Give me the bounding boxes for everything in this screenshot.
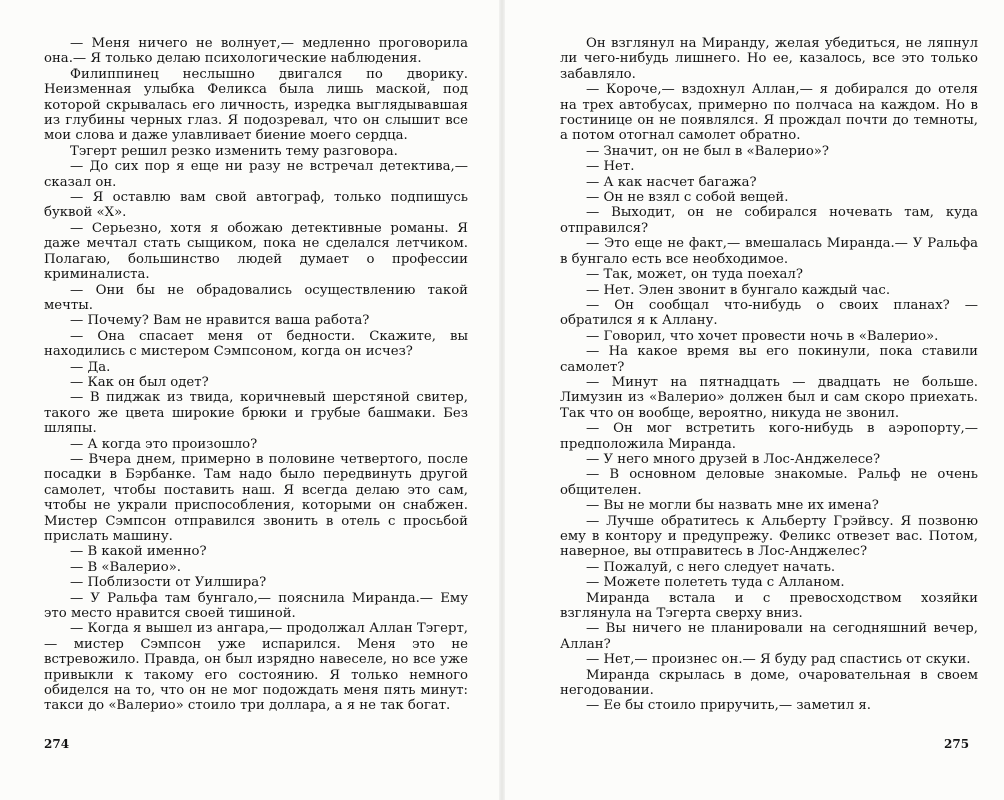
paragraph: — Вчера днем, примерно в половине четвертого, после посадки в Бэрбанке. Там надо было передвинуть другой самолет, чтобы поставить наш. Я всегда делаю это сам, чтобы не украли приспособления, которыми он снабжен. Мистер Сэмпсон отправился звонить в отель с просьбой прислать машину. <box>44 451 468 544</box>
right-page-text <box>560 36 978 714</box>
paragraph: — Да. <box>70 359 111 375</box>
paragraph: — Нет,— произнес он.— Я буду рад спастись от скуки. <box>586 652 971 668</box>
paragraph: — Поблизости от Уилшира? <box>70 575 267 591</box>
paragraph: — Пожалуй, с него следует начать. <box>586 559 836 575</box>
paragraph: — В основном деловые знакомые. Ральф не очень общителен. <box>560 467 978 498</box>
paragraph: — Я оставлю вам свой автограф, только подпишусь буквой «Х». <box>44 190 468 221</box>
paragraph: — Она спасает меня от бедности. Скажите, вы находились с мистером Сэмпсоном, когда он исчез? <box>44 328 468 360</box>
paragraph: — А как насчет багажа? <box>586 174 757 190</box>
paragraph: — Выходит, он не собирался ночевать там, куда отправился? <box>560 205 978 236</box>
paragraph: — Он сообщал что-нибудь о своих планах? — обратился я к Аллану. <box>560 297 978 329</box>
paragraph: Тэгерт решил резко изменить тему разговора. <box>70 143 398 159</box>
paragraph: — Почему? Вам не нравится ваша работа? <box>70 313 370 329</box>
paragraph: — У него много друзей в Лос-Анджелесе? <box>586 451 881 467</box>
paragraph: — Это еще не факт,— вмешалась Миранда.— У Ральфа в бунгало есть все необходимое. <box>560 236 978 267</box>
paragraph: — Так, может, он туда поехал? <box>586 267 803 283</box>
paragraph: — В пиджак из твида, коричневый шерстяной свитер, такого же цвета широкие брюки и грубые башмаки. Без шляпы. <box>44 390 468 437</box>
left-page-text <box>44 36 468 714</box>
paragraph: — Когда я вышел из ангара,— продолжал Аллан Тэгерт,— мистер Сэмпсон уже испарился. Меня это не встревожило. Правда, он был изрядно навеселе, но все уже привыкли к такому его состоянию. Я только немного обиделся на то, что он не мог подождать меня пять минут: такси до «Валерио» стоило три доллара, а я не так богат. <box>44 621 468 714</box>
right-page-number: 275 <box>944 737 970 751</box>
paragraph: — Говорил, что хочет провести ночь в «Валерио». <box>586 328 939 344</box>
paragraph: Филиппинец неслышно двигался по дворику. Неизменная улыбка Феликса была лишь маской, под которой скрывалась его личность, изредка выглядывавшая из глубины черных глаз. Я подозревал, что он слышит все мои слова и даже улавливает биение моего сердца. <box>44 66 468 144</box>
paragraph: — Они бы не обрадовались осуществлению такой мечты. <box>44 282 468 313</box>
paragraph: Он взглянул на Миранду, желая убедиться, не ляпнул ли чего-нибудь лишнего. Но ее, казалось, все это только забавляло. <box>560 36 978 82</box>
paragraph: — На какое время вы его покинули, пока ставили самолет? <box>560 344 978 375</box>
paragraph: — А когда это произошло? <box>70 436 258 452</box>
paragraph: — Вы не могли бы назвать мне их имена? <box>586 498 879 514</box>
paragraph: — Серьезно, хотя я обожаю детективные романы. Я даже мечтал стать сыщиком, пока не сделался летчиком. Полагаю, большинство людей думает о профессии криминалиста. <box>44 220 468 283</box>
paragraph: — В какой именно? <box>70 544 207 560</box>
paragraph: Миранда скрылась в доме, очаровательная в своем негодовании. <box>560 667 978 699</box>
paragraph: — В «Валерио». <box>70 559 182 575</box>
paragraph: — Ее бы стоило приручить,— заметил я. <box>586 698 871 714</box>
paragraph: Миранда встала и с превосходством хозяйки взглянула на Тэгерта сверху вниз. <box>560 590 978 622</box>
left-page-number: 274 <box>44 737 70 751</box>
paragraph: — Меня ничего не волнует,— медленно проговорила она.— Я только делаю психологические наблюдения. <box>44 36 468 67</box>
paragraph: — Нет. <box>586 159 635 175</box>
paragraph: — Он не взял с собой вещей. <box>586 190 789 206</box>
paragraph: — Как он был одет? <box>70 374 209 390</box>
right-page <box>502 0 1004 800</box>
paragraph: — У Ральфа там бунгало,— пояснила Миранда.— Ему это место нравится своей тишиной. <box>44 590 468 622</box>
paragraph: — Вы ничего не планировали на сегодняшний вечер, Аллан? <box>560 621 978 652</box>
paragraph: — Значит, он не был в «Валерио»? <box>586 143 830 159</box>
paragraph: — Короче,— вздохнул Аллан,— я добирался до отеля на трех автобусах, примерно по полчаса на каждом. Но в гостинице он не появлялся. Я прождал почти до темноты, а потом отогнал самолет обратно. <box>560 82 978 144</box>
paragraph: — Нет. Элен звонит в бунгало каждый час. <box>586 282 891 298</box>
paragraph: — Минут на пятнадцать — двадцать не больше. Лимузин из «Валерио» должен был и сам скоро приехать. Так что он вообще, вероятно, никуда не звонил. <box>560 374 978 421</box>
paragraph: — Лучше обратитесь к Альберту Грэйвсу. Я позвоню ему в контору и предупрежу. Феликс отвезет вас. Потом, наверное, вы отправитесь в Лос-Анджелес? <box>560 513 978 560</box>
paragraph: — Можете полететь туда с Алланом. <box>586 575 845 591</box>
paragraph: — До сих пор я еще ни разу не встречал детектива,— сказал он. <box>44 159 468 190</box>
paragraph: — Он мог встретить кого-нибудь в аэропорту,— предположила Миранда. <box>560 421 978 452</box>
